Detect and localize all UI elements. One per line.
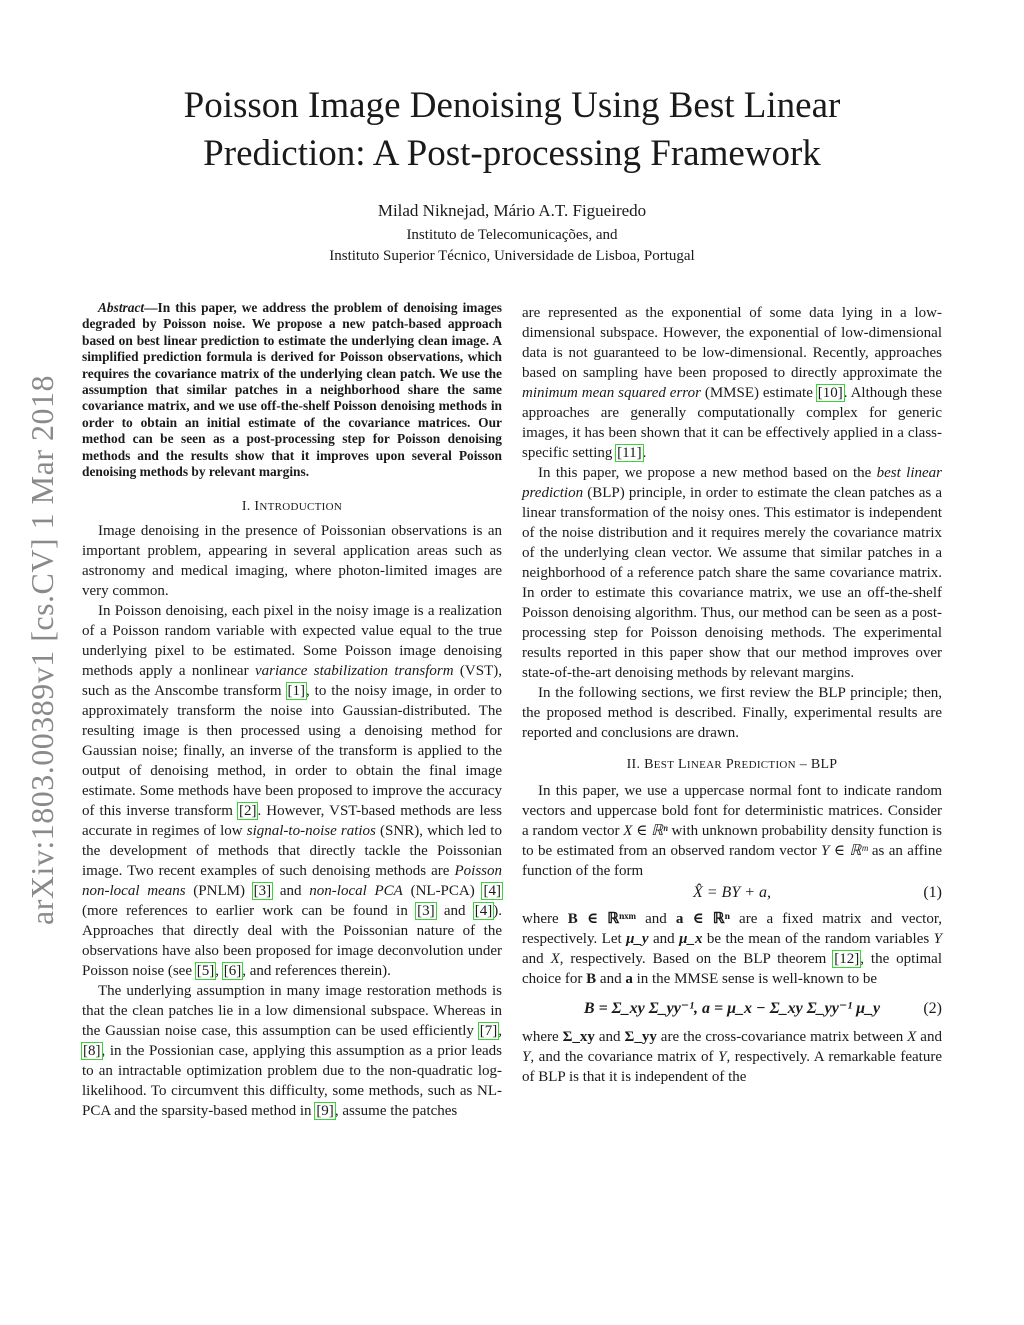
citation-link[interactable]: [5] [196, 963, 215, 980]
equation-1-number: (1) [923, 884, 942, 901]
affiliation [150, 225, 874, 267]
title-line-2: Prediction: A Post-processing Framework [203, 133, 821, 174]
affiliation-line-1: Instituto de Telecomunicações, and [406, 227, 618, 243]
citation-link[interactable]: [12] [834, 951, 860, 967]
paper-title [100, 82, 924, 178]
citation-link[interactable]: [2] [238, 803, 257, 820]
section-heading-introduction: I. INTRODUCTION [241, 499, 343, 515]
citation-link[interactable]: [11] [617, 445, 642, 461]
abstract-label: Abstract [98, 300, 145, 315]
right-paragraph-3: In the following sections, we first review the BLP principle; then, the proposed method is described. Finally, experimental results are reported and conclusions are drawn. [522, 685, 942, 741]
right-paragraph-1: are represented as the exponential of some data lying in a low-dimensional subspace. However, the exponential of low-dimensional data is not guaranteed to be low-dimensional. Recently, approaches based on sampling have been proposed to directly approximate the minimum mean squared error (MMSE) estimate [10]. Although these approaches are generally computationally complex for generic images, it has been shown that it can be effectively applied in a class-specific setting [11]. [522, 305, 942, 461]
citation-link[interactable]: [6] [223, 963, 242, 980]
intro-paragraph-1: Image denoising in the presence of Poissonian observations is an important problem, appearing in several application areas such as astronomy and medical imaging, where photon-limited images are very common. [82, 523, 502, 600]
section-heading-blp: II. BEST LINEAR PREDICTION – BLP [626, 757, 838, 772]
equation-1-body: X̂ = BY + a, [692, 884, 772, 901]
blp-paragraph-3: where Σ_xy and Σ_yy are the cross-covariance matrix between X and Y, and the covariance matrix of Y, respectively. A remarkable feature of BLP is that it is independent of the [522, 1029, 942, 1085]
equation-1 [522, 881, 942, 905]
right-column [522, 300, 942, 1087]
arxiv-stamp: arXiv:1803.00389v1 [cs.CV] 1 Mar 2018 [24, 375, 60, 925]
citation-link[interactable]: [8] [83, 1043, 101, 1060]
citation-link[interactable]: [4] [474, 903, 493, 920]
citation-link[interactable]: [7] [479, 1023, 498, 1040]
citation-link[interactable]: [10] [817, 385, 843, 401]
citation-link[interactable]: [4] [483, 883, 501, 900]
citation-link[interactable]: [3] [253, 883, 272, 900]
citation-link[interactable]: [9] [316, 1103, 334, 1120]
equation-2-body: B = Σ_xy Σ_yy⁻¹, a = μ_x − Σ_xy Σ_yy⁻¹ μ_y [583, 1000, 881, 1017]
abstract-text: —In this paper, we address the problem of denoising images degraded by Poisson noise. We propose a new patch-based approach based on best linear prediction to estimate the underlying clean image. A simplified prediction formula is derived for Poisson observations, which requires the covariance matrix of the underlying clean patch. We use the assumption that similar patches in a neighborhood share the same covariance matrix, and we use off-the-shelf Poisson denoising methods in order to obtain an initial estimate of the covariance matrices. Our method can be seen as a post-processing step for Poisson denoising methods and the results show that it improves upon several Poisson denoising methods by relevant margins. [82, 300, 502, 480]
blp-paragraph-1: In this paper, we use a uppercase normal font to indicate random vectors and uppercase bold font for deterministic matrices. Consider a random vector X ∈ ℝⁿ with unknown probability density function is to be estimated from an observed random vector Y ∈ ℝᵐ as an affine function of the form [522, 783, 942, 879]
citation-link[interactable]: [3] [417, 903, 435, 920]
equation-2 [522, 997, 942, 1021]
title-line-1: Poisson Image Denoising Using Best Linear [183, 85, 841, 126]
right-paragraph-2: In this paper, we propose a new method based on the best linear prediction (BLP) principle, in order to estimate the clean patches as a linear transformation of the noisy ones. This estimator is independent of the noise distribution and it requires merely the covariance matrix of the underlying clean vector. We assume that similar patches in a neighborhood of a reference patch share the same covariance matrix. In order to estimate this covariance matrix, we use an off-the-shelf Poisson denoising algorithm. Thus, our method can be seen as a post-processing step for Poisson denoising methods. The experimental results reported in this paper show that our method improves over state-of-the-art denoising methods by relevant margins. [522, 465, 942, 681]
intro-paragraph-2: In Poisson denoising, each pixel in the noisy image is a realization of a Poisson random variable with expected value equal to the true underlying pixel to be estimated. Some Poisson image denoising methods apply a nonlinear variance stabilization transform (VST), such as the Anscombe transform [1], to the noisy image, in order to approximately transform the noise into Gaussian-distributed. The resulting image is then processed using a denoising method for Gaussian noise; finally, an inverse of the transform is applied to the output of denoising method, in order to obtain the final image estimate. Some methods have been proposed to improve the accuracy of this inverse transform [2]. However, VST-based methods are less accurate in regimes of low signal-to-noise ratios (SNR), which led to the development of methods that directly tackle the Poissonian image. Two recent examples of such denoising methods are Poisson non-local means (PNLM) [3] and non-local PCA (NL-PCA) [4] (more references to earlier work can be found in [3] and [4]). Approaches that directly deal with the Poissonian nature of the observations have also been proposed for image deconvolution under Poisson noise (see [5], [6], and references therein). [82, 603, 502, 980]
citation-link[interactable]: [1] [287, 683, 305, 700]
blp-paragraph-2: where B ∈ ℝⁿˣᵐ and a ∈ ℝⁿ are a fixed matrix and vector, respectively. Let μ_y and μ_x be the mean of the random variables Y and X, respectively. Based on the BLP theorem [12], the optimal choice for B and a in the MMSE sense is well-known to be [522, 911, 942, 987]
authors: Milad Niknejad, Mário A.T. Figueiredo [377, 201, 647, 220]
intro-paragraph-3: The underlying assumption in many image restoration methods is that the clean patches lie in a low dimensional subspace. Whereas in the Gaussian noise case, this assumption can be used efficiently [7], [8], in the Possionian case, applying this assumption as a prior leads to an intractable optimization problem due to the non-quadratic log-likelihood. To circumvent this difficulty, some methods, such as NL-PCA and the sparsity-based method in [9], assume the patches [82, 983, 502, 1120]
equation-2-number: (2) [923, 1000, 942, 1017]
affiliation-line-2: Instituto Superior Técnico, Universidade de Lisboa, Portugal [329, 248, 695, 264]
left-column [82, 300, 502, 1121]
abstract [82, 300, 502, 480]
